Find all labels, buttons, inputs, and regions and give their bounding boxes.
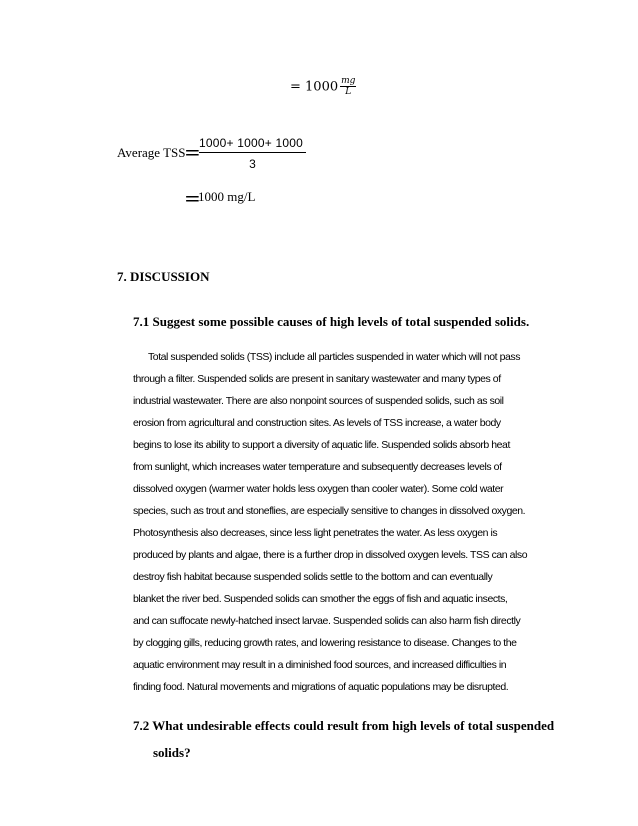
paragraph-line: begins to lose its ability to support a diversity of aquatic life. Suspended solids absorb heat (133, 439, 510, 451)
average-numerator: 1000+ 1000+ 1000 (199, 136, 306, 153)
result-equals-sign: = (184, 186, 201, 210)
average-equals-sign: = (184, 140, 201, 164)
average-fraction (199, 136, 306, 171)
paragraph-line: species, such as trout and stoneflies, are especially sensitive to changes in dissolved oxygen. (133, 505, 526, 517)
paragraph-line: aquatic environment may result in a diminished food sources, and increased difficulties in (133, 659, 507, 671)
subsection-heading-7-1: 7.1 Suggest some possible causes of high levels of total suspended solids. (133, 314, 530, 329)
paragraph-line: erosion from agricultural and construction sites. As levels of TSS increase, a water body (133, 417, 501, 429)
average-denominator: 3 (249, 157, 256, 171)
equation-result-line (290, 77, 356, 97)
paragraph-line: through a filter. Suspended solids are present in sanitary wastewater and many types of (133, 373, 501, 385)
paragraph-line: Total suspended solids (TSS) include all particles suspended in water which will not pass (148, 351, 520, 363)
paragraph-line: finding food. Natural movements and migrations of aquatic populations may be disrupted. (133, 681, 509, 693)
subsection-heading-7-2 (133, 712, 563, 766)
unit-numerator: mg (341, 76, 356, 86)
unit-denominator: L (345, 87, 352, 97)
section-heading: 7. DISCUSSION (117, 269, 210, 284)
paragraph-line: and can suffocate newly-hatched insect larvae. Suspended solids can also harm fish directly (133, 615, 521, 627)
paragraph-line: by clogging gills, reducing growth rates, and lowering resistance to disease. Changes to the (133, 637, 517, 649)
unit-fraction (340, 77, 356, 97)
paragraph-line: blanket the river bed. Suspended solids can smother the eggs of fish and aquatic insects, (133, 593, 508, 605)
paragraph-line: from sunlight, which increases water temperature and subsequently decreases levels of (133, 461, 502, 473)
paragraph-line: Photosynthesis also decreases, since less light penetrates the water. As less oxygen is (133, 527, 498, 539)
equation-prefix: = 1000 (290, 79, 339, 95)
paragraph-line: dissolved oxygen (warmer water holds less oxygen than cooler water). Some cold water (133, 483, 504, 495)
subsection-heading-7-2-line1: 7.2 What undesirable effects could result from high levels of total suspended (133, 718, 555, 733)
average-tss-label: Average TSS (117, 145, 186, 160)
subsection-heading-7-2-line2: solids? (153, 745, 191, 760)
paragraph-line: produced by plants and algae, there is a further drop in dissolved oxygen levels. TSS can also (133, 549, 528, 561)
paragraph-line: destroy fish habitat because suspended solids settle to the bottom and can eventually (133, 571, 493, 583)
paragraph-line: industrial wastewater. There are also nonpoint sources of suspended solids, such as soil (133, 395, 504, 407)
result-value: 1000 mg/L (198, 189, 256, 204)
discussion-paragraph (133, 346, 565, 698)
